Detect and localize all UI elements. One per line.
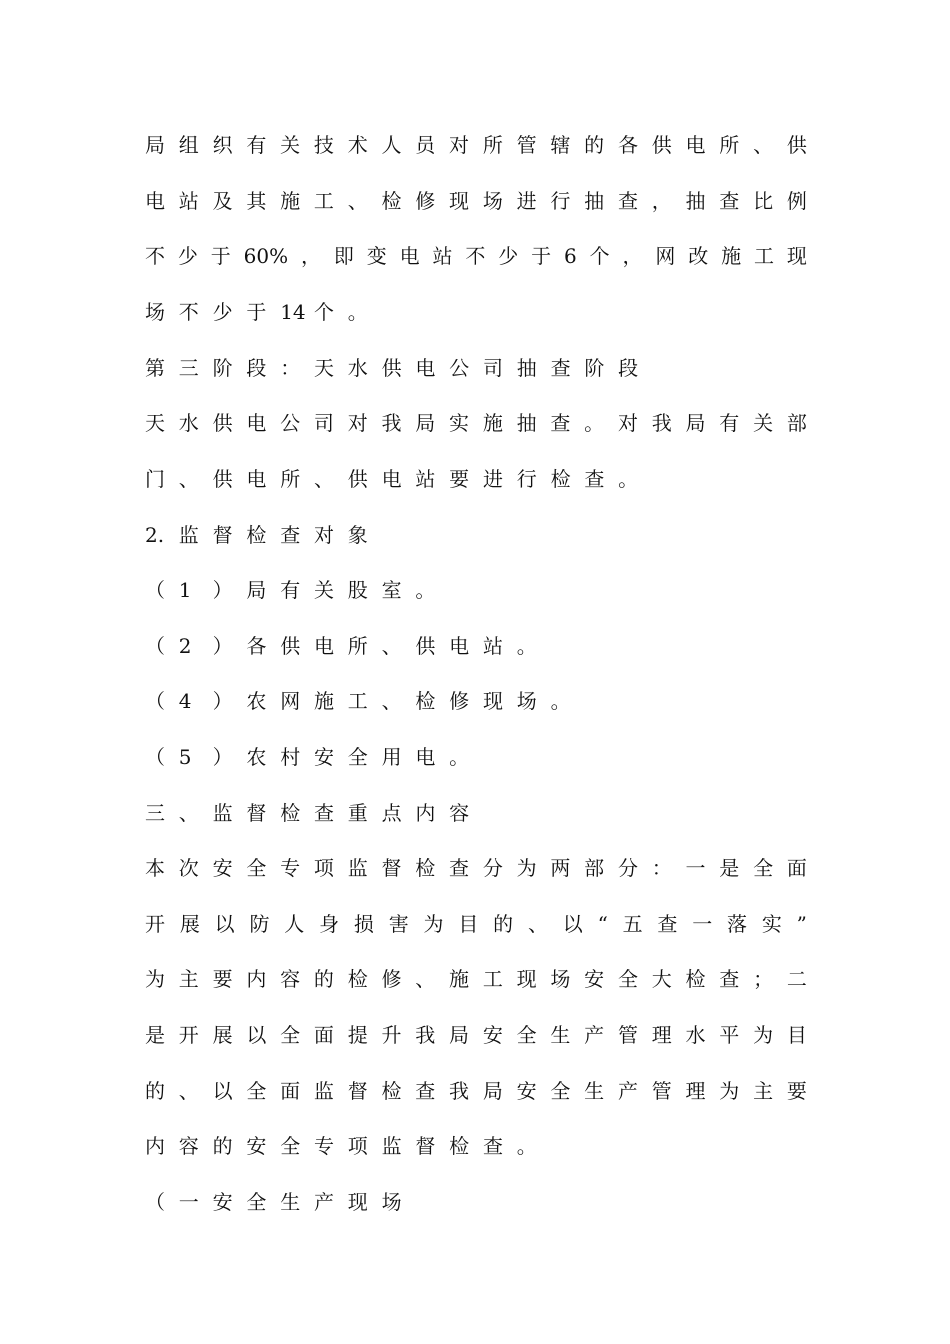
text-line: 电 站 及 其 施 工 、 检 修 现 场 进 行 抽 查 ， 抽 查 比 例: [145, 189, 807, 213]
text-line: 第 三 阶 段 ： 天 水 供 电 公 司 抽 查 阶 段: [145, 356, 639, 380]
text-line: （ 2 ） 各 供 电 所 、 供 电 站 。: [145, 634, 537, 658]
text-line: （ 5 ） 农 村 安 全 用 电 。: [145, 745, 470, 769]
text-line: 内 容 的 安 全 专 项 监 督 检 查 。: [145, 1134, 537, 1158]
text-line: （ 一 安 全 生 产 现 场: [145, 1190, 402, 1214]
text-line: 为 主 要 内 容 的 检 修 、 施 工 现 场 安 全 大 检 查 ； 二: [145, 967, 807, 991]
text-line: （ 1 ） 局 有 关 股 室 。: [145, 578, 436, 602]
text-line: 的 、 以 全 面 监 督 检 查 我 局 安 全 生 产 管 理 为 主 要: [145, 1079, 807, 1103]
text-line: 本 次 安 全 专 项 监 督 检 查 分 为 两 部 分 ： 一 是 全 面: [145, 856, 807, 880]
text-line: （ 4 ） 农 网 施 工 、 检 修 现 场 。: [145, 689, 571, 713]
text-line: 三 、 监 督 检 查 重 点 内 容: [145, 801, 470, 825]
text-line: 开 展 以 防 人 身 损 害 为 目 的 、 以 “ 五 查 一 落 实 ”: [145, 912, 807, 936]
text-line: 2. 监 督 检 查 对 象: [145, 523, 368, 547]
text-line: 天 水 供 电 公 司 对 我 局 实 施 抽 查 。 对 我 局 有 关 部: [145, 411, 807, 435]
text-line: 场 不 少 于 14 个 。: [145, 300, 368, 324]
text-line: 门 、 供 电 所 、 供 电 站 要 进 行 检 查 。: [145, 467, 639, 491]
text-line: 是 开 展 以 全 面 提 升 我 局 安 全 生 产 管 理 水 平 为 目: [145, 1023, 807, 1047]
text-line: 不 少 于 60% ， 即 变 电 站 不 少 于 6 个 ， 网 改 施 工 现: [145, 244, 807, 268]
text-line: 局 组 织 有 关 技 术 人 员 对 所 管 辖 的 各 供 电 所 、 供: [145, 133, 807, 157]
